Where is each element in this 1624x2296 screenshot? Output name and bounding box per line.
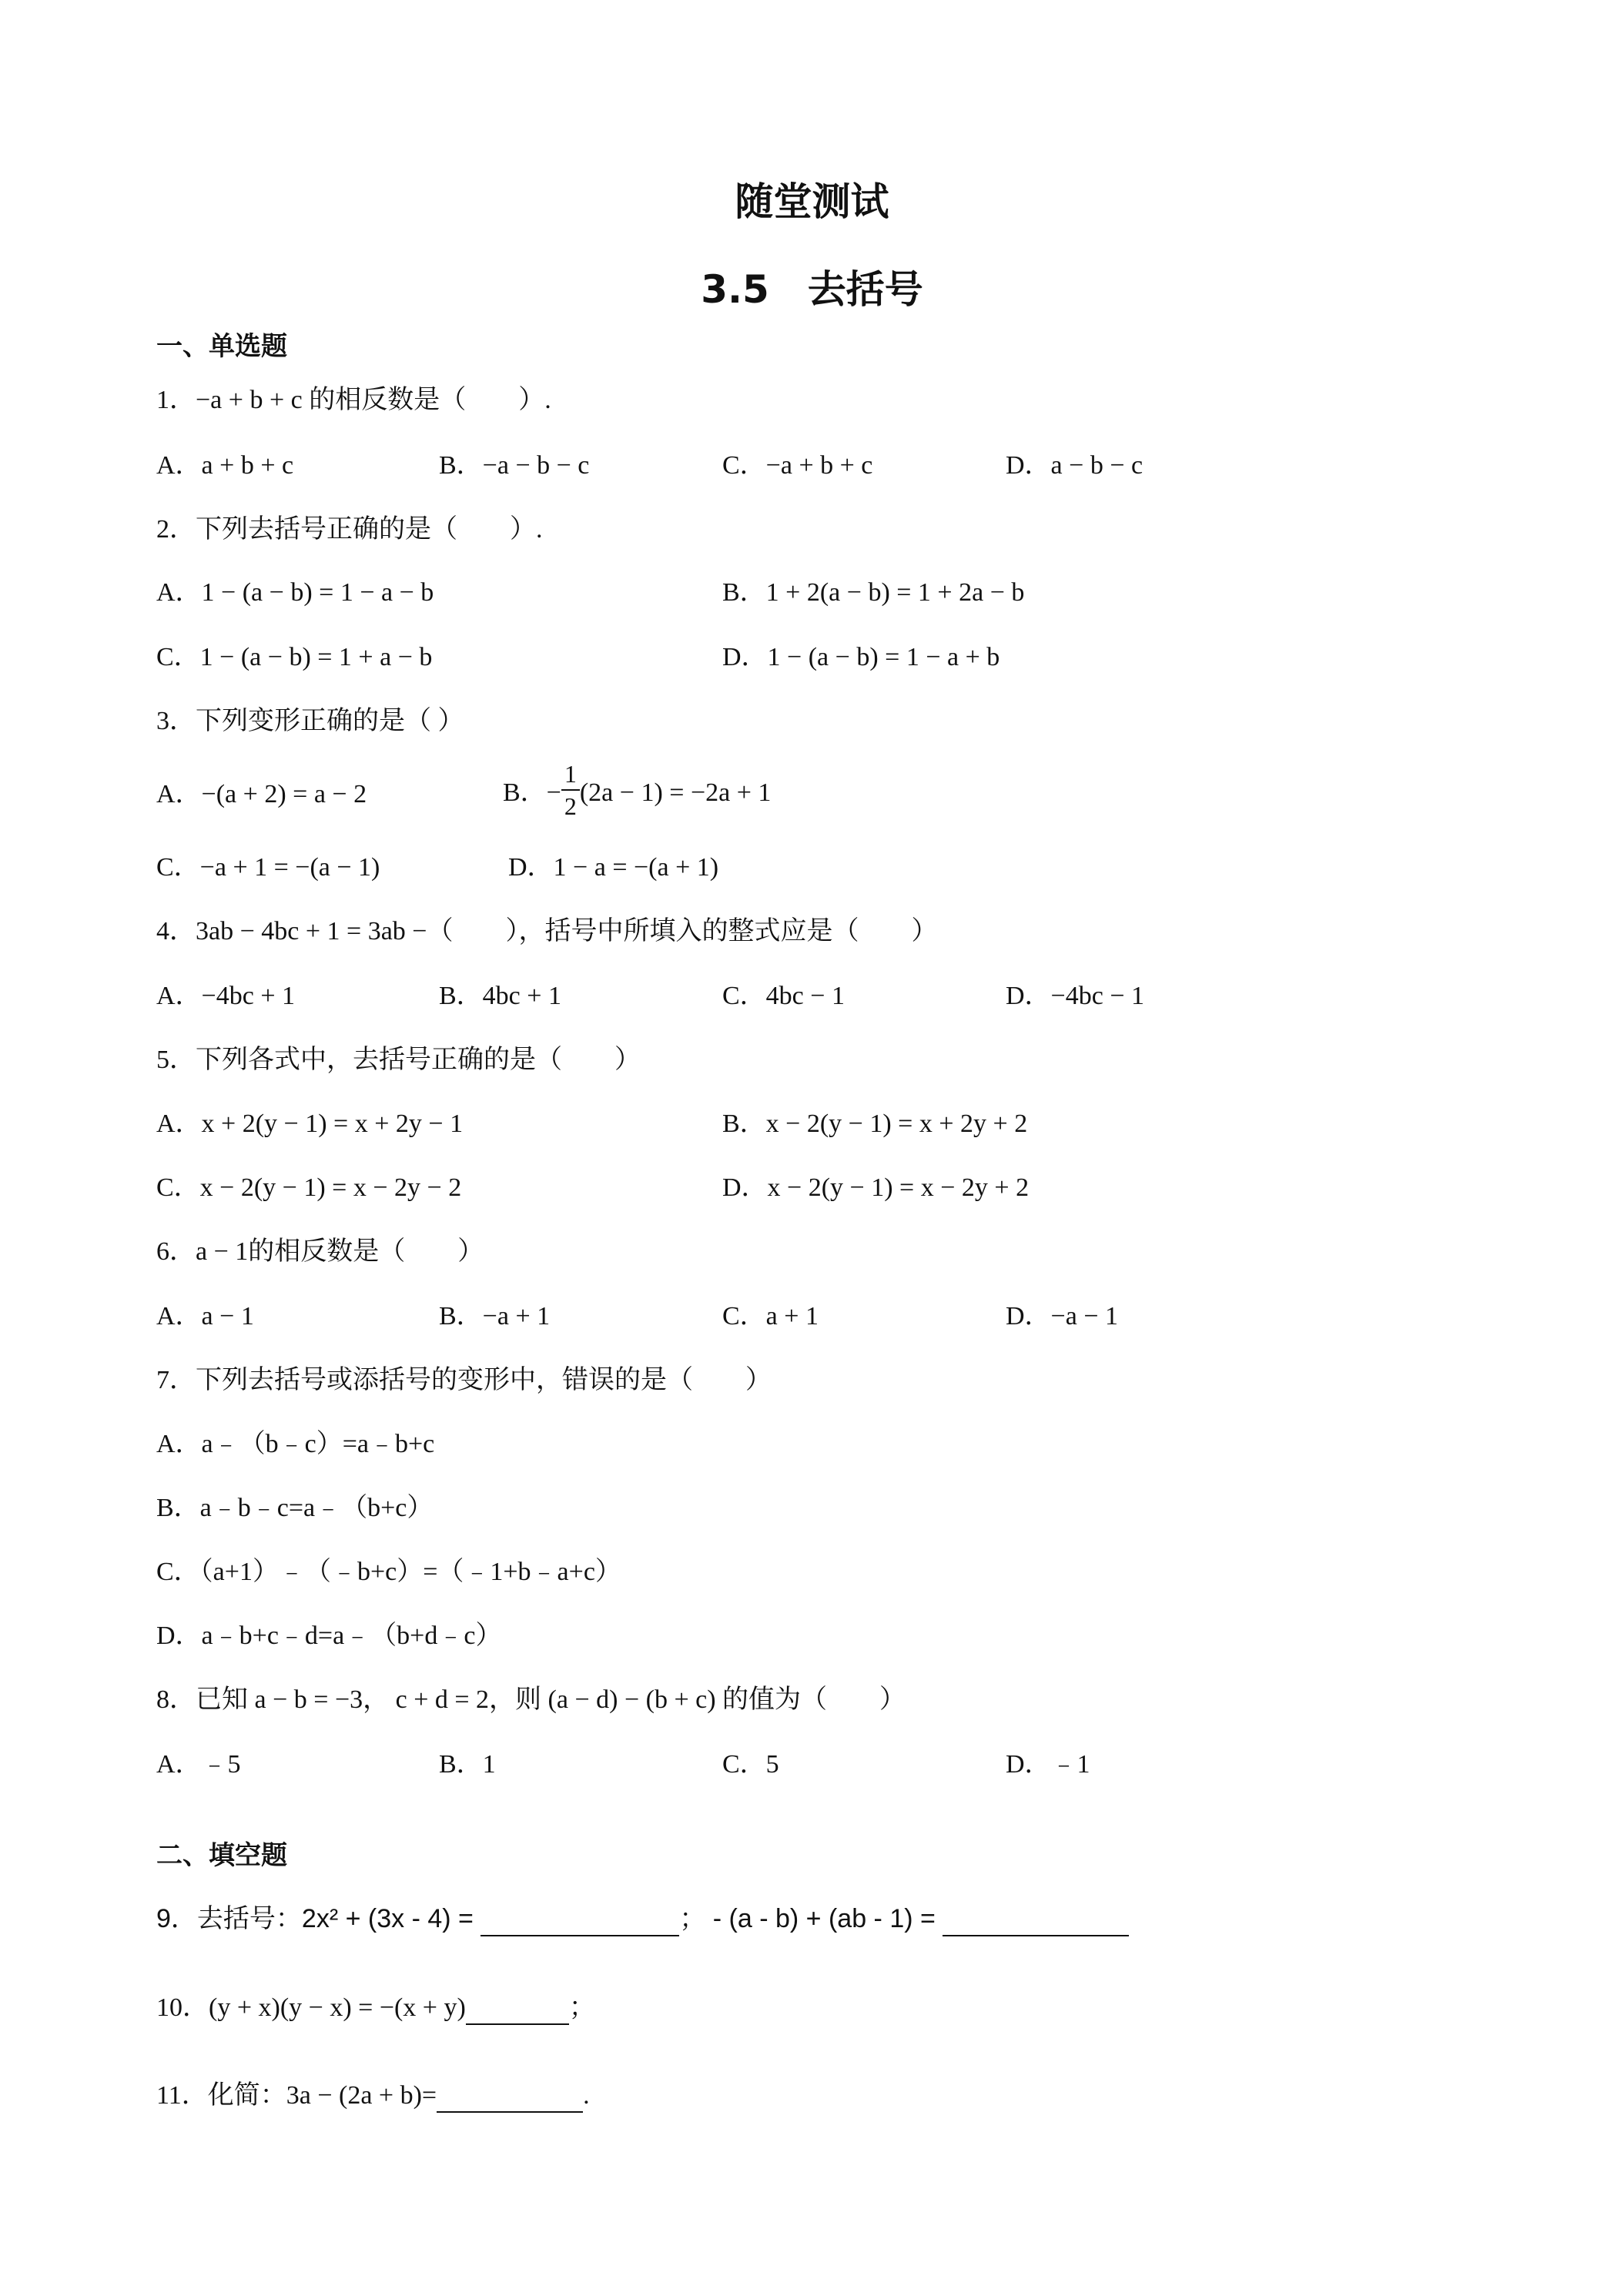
- question-11: [156, 2079, 590, 2113]
- q3-option-d: D．1 − a = −(a + 1): [508, 853, 719, 882]
- fraction-denominator: 2: [564, 792, 577, 820]
- q10-suffix: ；: [568, 1993, 595, 2022]
- q1-option-a: A．a + b + c: [156, 451, 294, 480]
- q10-expression: 10．(y + x)(y − x) = −(x + y): [156, 1993, 466, 2022]
- section-fill-blank: 二、填空题: [156, 1840, 287, 1871]
- q1-option-c: C．−a + b + c: [722, 451, 873, 480]
- q3-option-a: A．−(a + 2) = a − 2: [156, 780, 367, 808]
- q8-option-c: C．5: [722, 1750, 779, 1779]
- section-single-choice: 一、单选题: [156, 331, 287, 362]
- q11-suffix: .: [583, 2081, 590, 2110]
- q3-option-b: [503, 760, 772, 823]
- q8-option-b: B．1: [439, 1750, 496, 1779]
- q5-option-c: C．x − 2(y − 1) = x − 2y − 2: [156, 1173, 462, 1202]
- page-subtitle: 3.5 去括号: [701, 267, 923, 312]
- question-4-stem: 4．3ab − 4bc + 1 = 3ab −（ ），括号中所填入的整式应是（ ）: [156, 917, 938, 946]
- q2-option-b: B．1 + 2(a − b) = 1 + 2a − b: [722, 578, 1025, 607]
- q2-option-d: D．1 − (a − b) = 1 − a + b: [722, 643, 1000, 671]
- q5-option-a: A．x + 2(y − 1) = x + 2y − 1: [156, 1110, 464, 1138]
- q7-option-a: A．a﹣（b﹣c）=a﹣b+c: [156, 1430, 435, 1458]
- q9-blank-1[interactable]: [481, 1907, 679, 1936]
- q6-option-d: D．−a − 1: [1006, 1302, 1118, 1330]
- question-5-stem: 5．下列各式中，去括号正确的是（ ）: [156, 1046, 641, 1074]
- q4-option-a: A．−4bc + 1: [156, 982, 295, 1010]
- question-8-stem: 8．已知 a − b = −3， c + d = 2，则 (a − d) − (b + c) 的值为（ ）: [156, 1685, 906, 1714]
- q6-option-a: A．a − 1: [156, 1302, 254, 1330]
- question-2-stem: 2．下列去括号正确的是（ ）.: [156, 515, 543, 544]
- q1-option-b: B．−a − b − c: [439, 451, 590, 480]
- q5-option-d: D．x − 2(y − 1) = x − 2y + 2: [722, 1173, 1030, 1202]
- q9-expression-1: 9．去括号：2x² + (3x - 4) =: [156, 1904, 481, 1933]
- question-6-stem: 6．a − 1的相反数是（ ）: [156, 1237, 484, 1266]
- question-7-stem: 7．下列去括号或添括号的变形中，错误的是（ ）: [156, 1366, 772, 1394]
- q4-option-c: C．4bc − 1: [722, 982, 845, 1010]
- q9-blank-2[interactable]: [943, 1907, 1129, 1936]
- question-1-stem: 1．−a + b + c 的相反数是（ ）.: [156, 386, 551, 414]
- q7-option-d: D．a﹣b+c﹣d=a﹣（b+d﹣c）: [156, 1622, 502, 1650]
- q1-option-d: D．a − b − c: [1006, 451, 1143, 480]
- q4-option-b: B．4bc + 1: [439, 982, 561, 1010]
- q2-option-a: A．1 − (a − b) = 1 − a − b: [156, 578, 434, 607]
- question-3-stem: 3．下列变形正确的是（ ）: [156, 707, 464, 735]
- q7-option-c: C．（a+1）﹣（﹣b+c）=（﹣1+b﹣a+c）: [156, 1558, 621, 1586]
- q3-option-c: C．−a + 1 = −(a − 1): [156, 853, 380, 882]
- q6-option-b: B．−a + 1: [439, 1302, 551, 1330]
- q9-expression-2: ； - (a - b) + (ab - 1) =: [679, 1904, 943, 1933]
- question-10: [156, 1991, 595, 2025]
- q8-option-d: D．﹣1: [1006, 1750, 1090, 1779]
- q11-expression: 11．化简：3a − (2a + b)=: [156, 2081, 437, 2110]
- q3-option-b-rest: (2a − 1) = −2a + 1: [579, 778, 772, 807]
- fraction-one-half: [561, 761, 580, 818]
- q5-option-b: B．x − 2(y − 1) = x + 2y + 2: [722, 1110, 1028, 1138]
- q7-option-b: B．a﹣b﹣c=a﹣（b+c）: [156, 1494, 434, 1522]
- q4-option-d: D．−4bc − 1: [1006, 982, 1144, 1010]
- q11-blank[interactable]: [437, 2083, 583, 2113]
- q3-option-b-prefix: B．−: [503, 778, 561, 807]
- q2-option-c: C．1 − (a − b) = 1 + a − b: [156, 643, 433, 671]
- q10-blank[interactable]: [466, 1996, 569, 2025]
- fraction-numerator: 1: [561, 761, 580, 791]
- question-9: [156, 1902, 1129, 1936]
- q6-option-c: C．a + 1: [722, 1302, 819, 1330]
- q8-option-a: A．﹣5: [156, 1750, 241, 1779]
- page-title: 随堂测试: [735, 179, 889, 224]
